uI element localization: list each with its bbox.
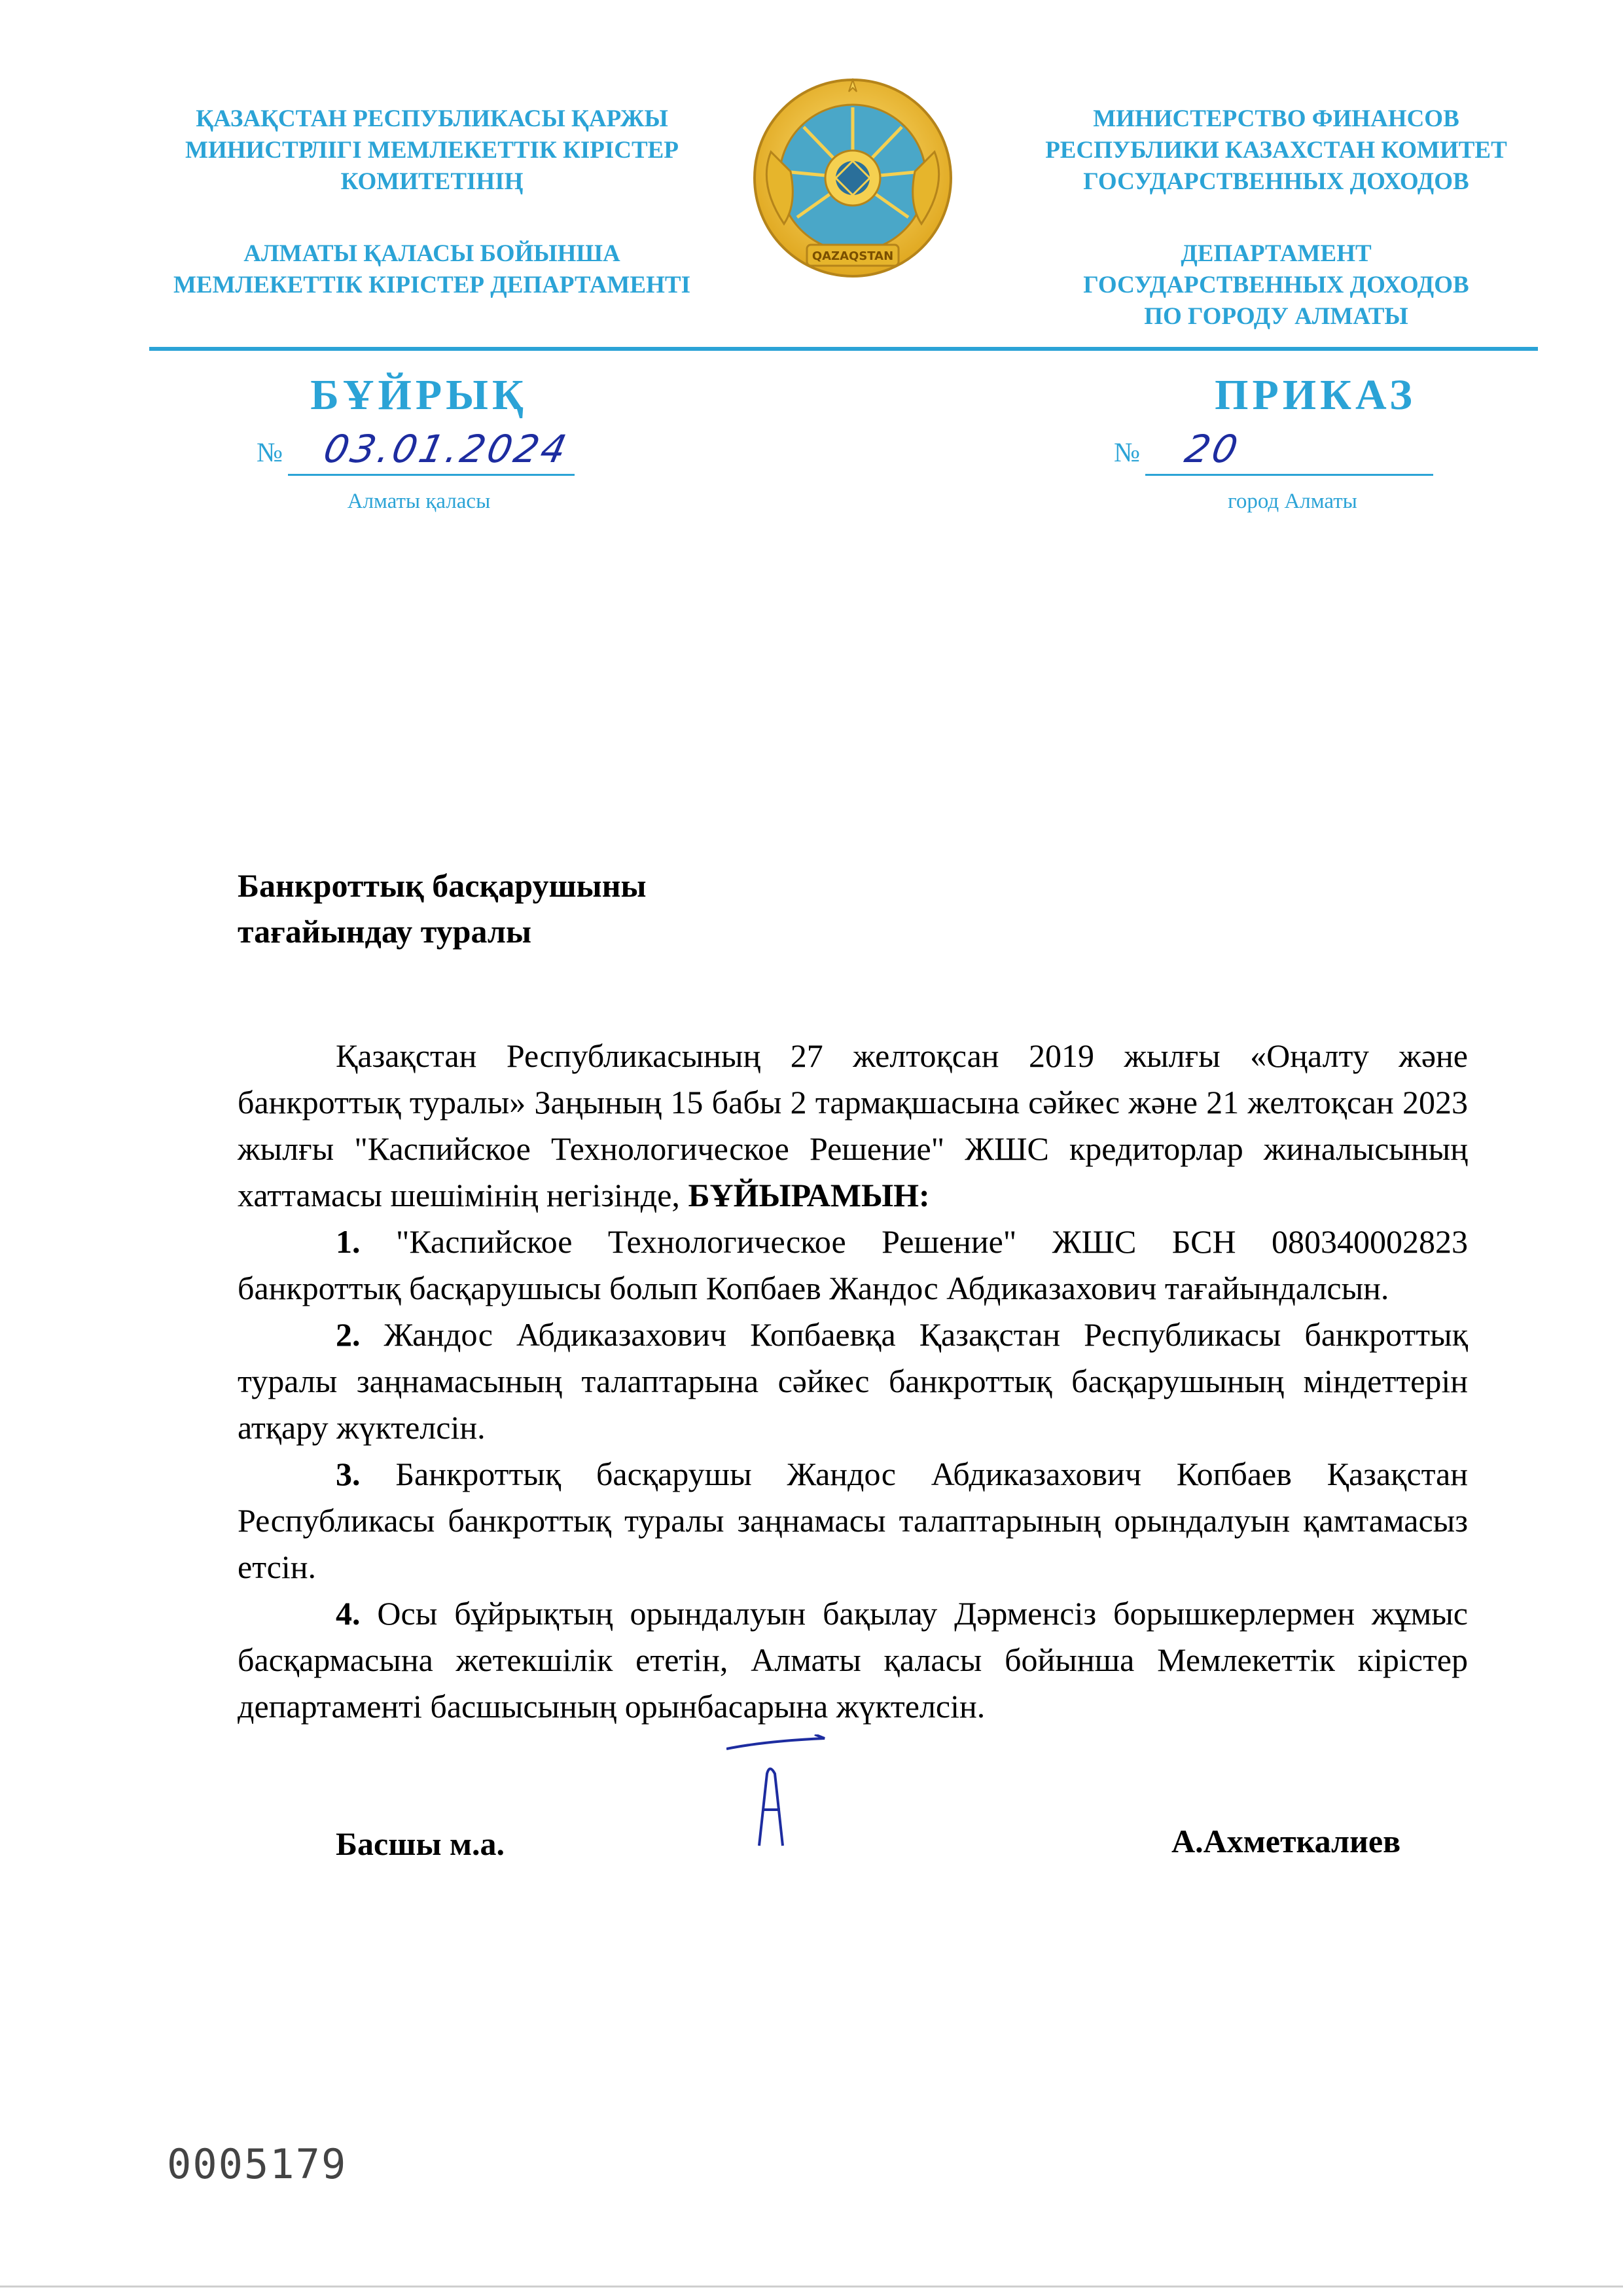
serial-number: 0005179 [167, 2140, 348, 2188]
kazakhstan-emblem-icon [745, 73, 961, 289]
city-ru: город Алматы [1228, 490, 1357, 513]
header-left-line4: АЛМАТЫ ҚАЛАСЫ БОЙЫНША [243, 240, 620, 267]
header-left-line2: МИНИСТРЛІГІ МЕМЛЕКЕТТІК КІРІСТЕР [185, 137, 679, 164]
header-right-line2: РЕСПУБЛИКИ КАЗАХСТАН КОМИТЕТ [1045, 137, 1507, 164]
item-text: Осы бұйрықтың орындалуын бақылау Дәрменсіз борышкерлермен жұмыс басқармасына жетекшілік ететін, Алматы қаласы бойынша Мемлекеттік кірістер департаменті басшысының орынбасарына жүктелсін. [238, 1595, 1468, 1725]
signatory-name: А.Ахметкалиев [1171, 1823, 1401, 1859]
item-number: 4. [336, 1595, 361, 1632]
order-title-ru: ПРИКАЗ [1215, 371, 1416, 419]
item-text: Жандос Абдиказахович Копбаевқа Қазақстан Республикасы банкроттық туралы заңнамасының талаптарына сәйкес банкроттық басқарушының міндеттерін атқару жүктелсін. [238, 1316, 1468, 1446]
number-sign-right: № [1114, 438, 1141, 468]
body-item-4 [238, 1590, 1468, 1730]
header-left-line5: МЕМЛЕКЕТТІК КІРІСТЕР ДЕПАРТАМЕНТІ [173, 272, 690, 298]
city-kz: Алматы қаласы [347, 490, 491, 513]
header-left-line1: ҚАЗАҚСТАН РЕСПУБЛИКАСЫ ҚАРЖЫ [196, 105, 668, 132]
item-number: 2. [336, 1316, 361, 1353]
header-left-line3: КОМИТЕТІНІҢ [340, 168, 524, 195]
emblem-text: QAZAQSTAN [812, 249, 894, 263]
subject-line1: Банкроттық басқарушыны [238, 867, 647, 904]
header-right-line6: ПО ГОРОДУ АЛМАТЫ [1144, 303, 1408, 330]
header-right-line4: ДЕПАРТАМЕНТ [1181, 240, 1372, 267]
handwritten-date: 03.01.2024 [319, 427, 573, 471]
item-number: 3. [336, 1456, 361, 1492]
header-divider [149, 347, 1538, 351]
page-bottom-edge [0, 2286, 1623, 2287]
body-item-2 [238, 1312, 1468, 1451]
item-number: 1. [336, 1223, 361, 1260]
date-underline [288, 474, 575, 476]
header-right-line1: МИНИСТЕРСТВО ФИНАНСОВ [1093, 105, 1459, 132]
header-right-line5: ГОСУДАРСТВЕННЫХ ДОХОДОВ [1083, 272, 1469, 298]
handwritten-visa-icon [726, 1734, 831, 1852]
body-intro-text: Қазақстан Республикасының 27 желтоқсан 2019 жылғы «Оңалту және банкроттық туралы» Заңының 15 бабы 2 тармақшасына сәйкес және 21 желтоқсан 2023 жылғы "Каспийское Технологическое Решение" ЖШС кредиторлар жиналысының хаттамасы шешімінің негізінде, [238, 1037, 1468, 1213]
number-sign-left: № [257, 438, 283, 468]
body-item-1 [238, 1219, 1468, 1312]
order-subject [238, 863, 647, 954]
body-item-3 [238, 1451, 1468, 1590]
number-underline [1145, 474, 1433, 476]
signature-label: Басшы м.а. [336, 1825, 505, 1862]
item-text: "Каспийское Технологическое Решение" ЖШС БСН 080340002823 банкроттық басқарушысы болып Копбаев Жандос Абдиказахович тағайындалсын. [238, 1223, 1468, 1306]
item-text: Банкроттық басқарушы Жандос Абдиказахович Копбаев Қазақстан Республикасы банкроттық туралы заңнамасы талаптарының орындалуын қамтамасыз етсін. [238, 1456, 1469, 1585]
order-title-kz: БҰЙРЫҚ [310, 371, 527, 419]
subject-line2: тағайындау туралы [238, 913, 532, 950]
body-intro [238, 1033, 1468, 1219]
body-intro-command: БҰЙЫРАМЫН: [688, 1177, 930, 1213]
header-left-kz [111, 103, 753, 301]
header-right-ru [962, 103, 1590, 332]
order-body [238, 1033, 1468, 1730]
header-right-line3: ГОСУДАРСТВЕННЫХ ДОХОДОВ [1083, 168, 1469, 195]
handwritten-number: 20 [1181, 427, 1245, 471]
